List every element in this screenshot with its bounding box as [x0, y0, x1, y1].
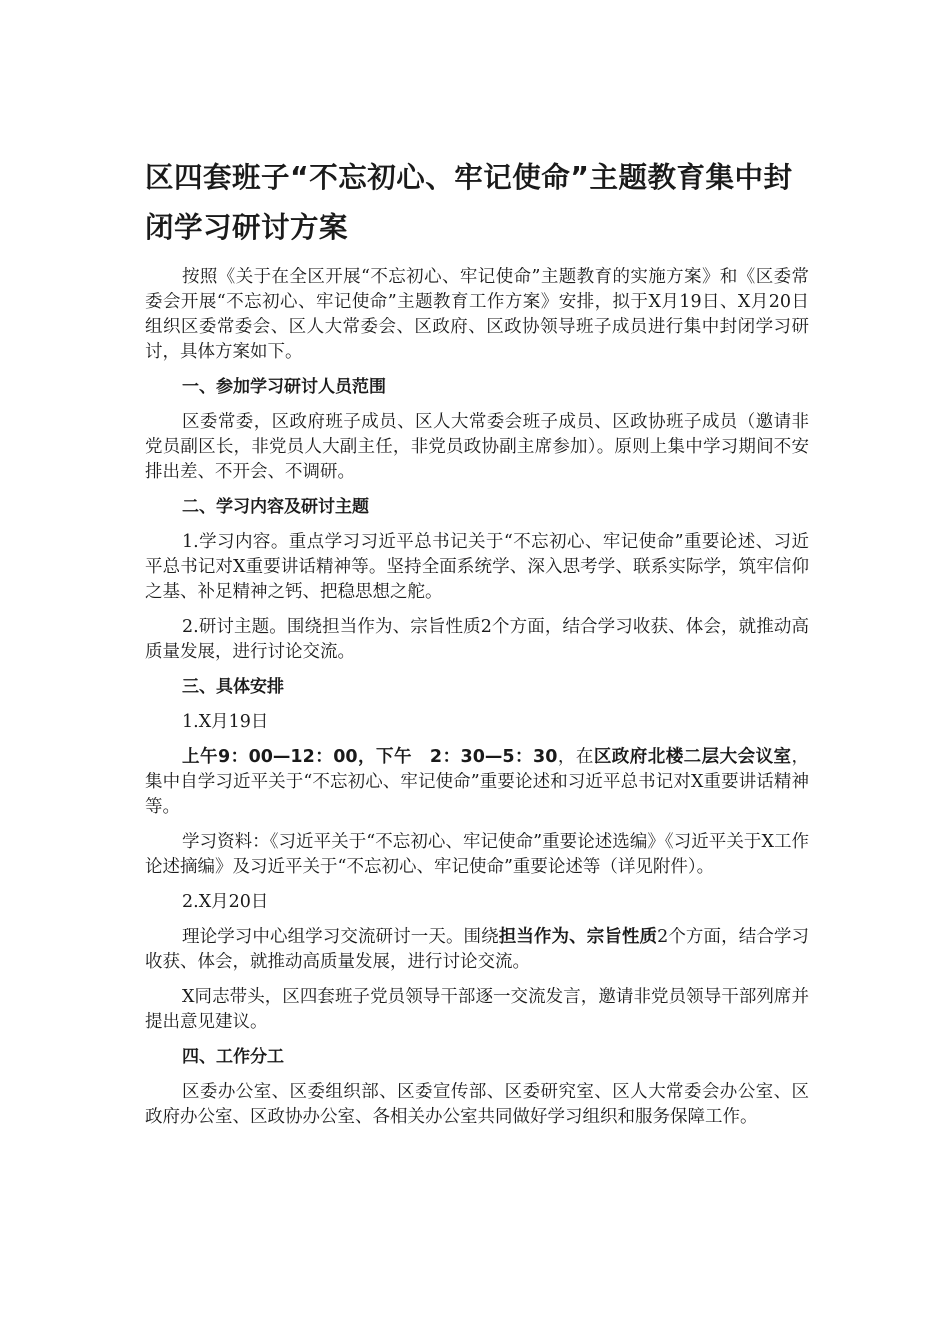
day-1-label: 1.X月19日 — [182, 712, 269, 732]
day-1-rest: ，集中自学习近平关于“不忘初心、牢记使命”重要论述和习近平总书记对X重要讲话精神等。 — [145, 747, 810, 817]
day-1-sep: ，在 — [557, 747, 594, 767]
section-2-item-2: 2.研讨主题。围绕担当作为、宗旨性质2个方面，结合学习收获、体会，就推动高质量发展，进行讨论交流。 — [145, 617, 809, 662]
document-title: 区四套班子“不忘初心、牢记使命”主题教育集中封闭学习研讨方案 — [145, 161, 793, 244]
day-2-bold: 担当作为、宗旨性质 — [498, 927, 658, 947]
section-4-body: 区委办公室、区委组织部、区委宣传部、区委研究室、区人大常委会办公室、区政府办公室、区政协办公室、各相关办公室共同做好学习组织和服务保障工作。 — [145, 1082, 809, 1127]
day-1-place: 区政府北楼二层大会议室 — [593, 747, 792, 767]
day-1-schedule — [145, 745, 809, 820]
day-2-pre: 理论学习中心组学习交流研讨一天。围绕 — [182, 927, 499, 947]
section-4-heading: 四、工作分工 — [182, 1047, 284, 1067]
day-2-label: 2.X月20日 — [182, 892, 269, 912]
section-3-heading: 三、具体安排 — [182, 677, 284, 697]
section-2-item-1: 1.学习内容。重点学习习近平总书记关于“不忘初心、牢记使命”重要论述、习近平总书记对X重要讲话精神等。坚持全面系统学、深入思考学、联系实际学，筑牢信仰之基、补足精神之钙、把稳思想之舵。 — [145, 532, 809, 602]
day-2-schedule — [145, 925, 809, 975]
section-1-heading: 一、参加学习研讨人员范围 — [182, 377, 386, 397]
day-2-speakers: X同志带头，区四套班子党员领导干部逐一交流发言，邀请非党员领导干部列席并提出意见建议。 — [145, 987, 809, 1032]
document-body — [145, 153, 809, 1140]
section-1-body: 区委常委，区政府班子成员、区人大常委会班子成员、区政协班子成员（邀请非党员副区长，非党员人大副主任，非党员政协副主席参加）。原则上集中学习期间不安排出差、不开会、不调研。 — [145, 412, 809, 482]
intro-paragraph: 按照《关于在全区开展“不忘初心、牢记使命”主题教育的实施方案》和《区委常委会开展“不忘初心、牢记使命”主题教育工作方案》安排，拟于X月19日、X月20日组织区委常委会、区人大常委会、区政府、区政协领导班子成员进行集中封闭学习研讨，具体方案如下。 — [145, 267, 810, 362]
day-2-post: 2个方面，结合学习收获、体会，就推动高质量发展，进行讨论交流。 — [145, 927, 810, 972]
section-2-heading: 二、学习内容及研讨主题 — [182, 497, 369, 517]
day-1-materials: 学习资料：《习近平关于“不忘初心、牢记使命”重要论述选编》《习近平关于X工作论述摘编》及习近平关于“不忘初心、牢记使命”重要论述等（详见附件）。 — [145, 832, 809, 877]
day-1-time: 上午9：00—12：00，下午 2：30—5：30 — [182, 747, 558, 767]
